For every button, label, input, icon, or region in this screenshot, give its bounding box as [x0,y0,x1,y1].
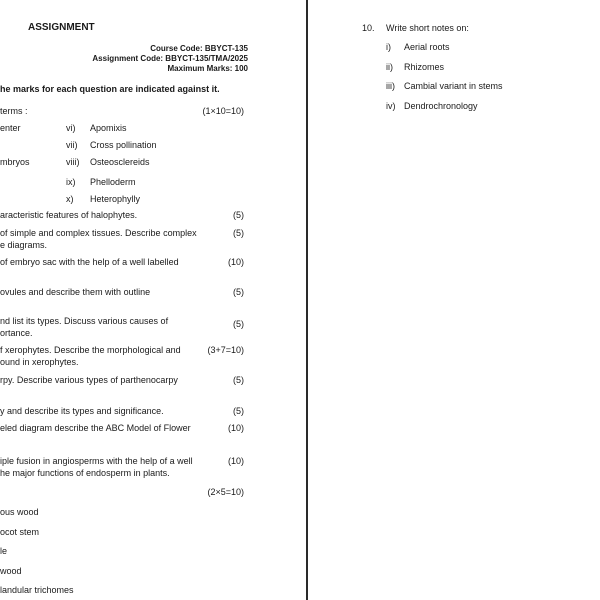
q1-term-number: ix) [66,177,76,187]
q1-term-number: vi) [66,123,76,133]
question-text: ovules and describe them with outline [0,287,151,297]
question-marks: (5) [233,228,244,238]
short-note-number: iii) [386,81,395,91]
question-text: nd list its types. Discuss various causes of [0,316,169,326]
short-note-number: iv) [386,101,396,111]
q1-marks: (1×10=10) [202,106,244,116]
maximum-marks: Maximum Marks: 100 [167,64,248,73]
question-text: e diagrams. [0,240,48,250]
short-note-item: ocot stem [0,527,40,537]
question-number: 10. [362,23,375,33]
q1-term: Phelloderm [90,177,136,187]
instruction-text: he marks for each question are indicated against it. [0,84,220,94]
short-note-item: le [0,546,8,556]
question-marks: (10) [227,456,244,466]
assignment-code: Assignment Code: BBYCT-135/TMA/2025 [92,54,248,63]
question-text: he major functions of endosperm in plants. [0,468,170,478]
question-text: eled diagram describe the ABC Model of Flower [0,423,191,433]
question-marks: (5) [233,210,244,220]
q1-term-left: mbryos [0,157,30,167]
q1-term: Heterophylly [90,194,141,204]
question-marks: (5) [233,406,244,416]
short-note-number: i) [386,42,391,52]
short-note-item: Aerial roots [404,42,450,52]
question-marks: (5) [233,287,244,297]
short-note-item: ous wood [0,507,39,517]
q1-term: Osteosclereids [90,157,150,167]
question-text: rpy. Describe various types of parthenocarpy [0,375,178,385]
assignment-title: ASSIGNMENT [28,22,95,33]
question-text: y and describe its types and significance. [0,406,164,416]
q1-term: Apomixis [90,123,127,133]
question-text: iple fusion in angiosperms with the help of a well [0,456,193,466]
short-note-item: Cambial variant in stems [404,81,503,91]
question-marks: (5) [233,319,244,329]
question-text: of simple and complex tissues. Describe complex [0,228,197,238]
question-text: of embryo sac with the help of a well labelled [0,257,179,267]
question-marks: (10) [227,423,244,433]
question-text: aracteristic features of halophytes. [0,210,138,220]
q1-term-number: viii) [66,157,80,167]
question-text: Write short notes on: [386,23,469,33]
short-note-item: landular trichomes [0,585,74,595]
q1-text: terms : [0,106,28,116]
q1-term-left: enter [0,123,21,133]
q1-term-number: vii) [66,140,78,150]
page-divider [306,0,308,600]
question-marks: (10) [227,257,244,267]
question-marks: (3+7=10) [207,345,244,355]
short-note-number: ii) [386,62,393,72]
q1-term-number: x) [66,194,74,204]
short-note-item: wood [0,566,22,576]
question-marks: (5) [233,375,244,385]
question-text: f xerophytes. Describe the morphological and [0,345,181,355]
short-note-item: Rhizomes [404,62,445,72]
question-text: ortance. [0,328,33,338]
question-text: ound in xerophytes. [0,357,79,367]
course-code: Course Code: BBYCT-135 [150,44,248,53]
q1-term: Cross pollination [90,140,157,150]
right-page [309,0,600,600]
question-marks: (2×5=10) [207,487,244,497]
short-note-item: Dendrochronology [404,101,478,111]
